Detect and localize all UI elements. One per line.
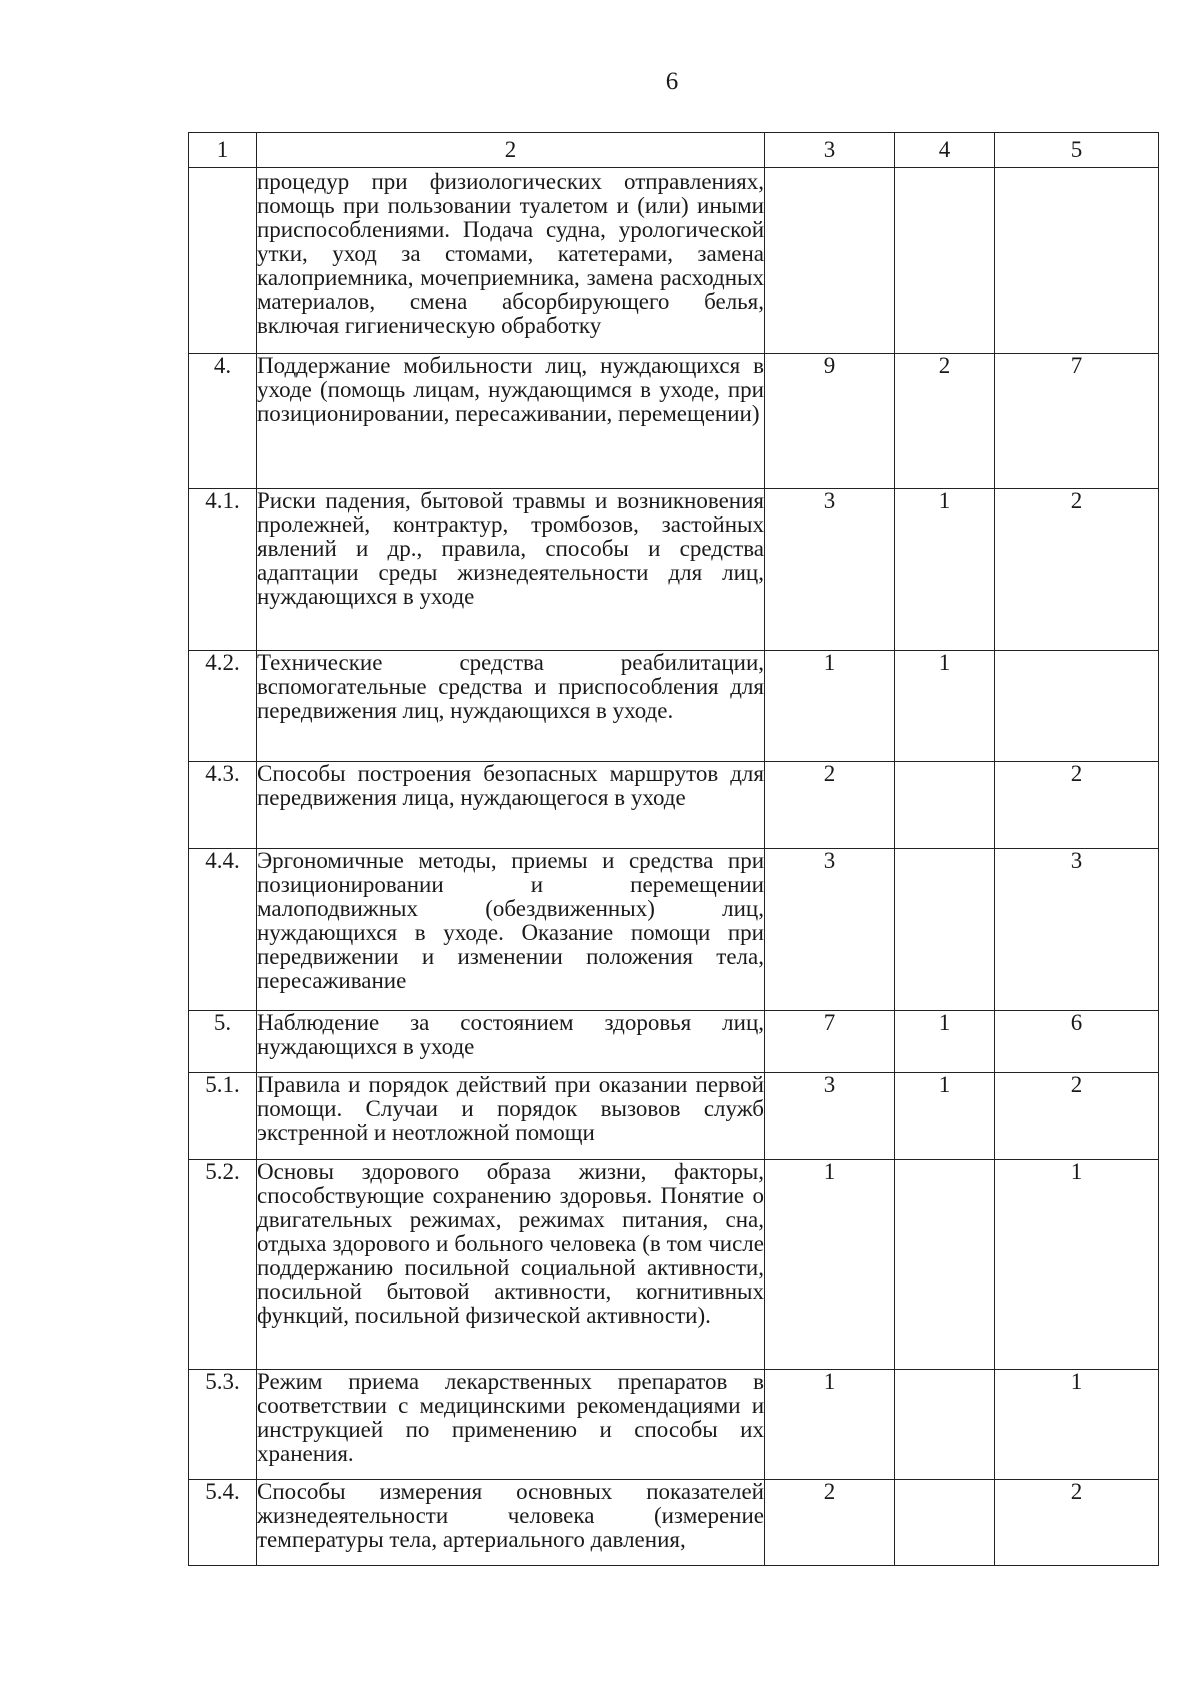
row-topic: Эргономичные методы, приемы и средства при позиционировании и перемещении малоподвижных (обездвиженных) лиц, нуждающихся в уходе. Оказание помощи при передвижении и изменении положения тела, пересаживание — [257, 849, 765, 1011]
row-total-hours: 2 — [765, 762, 895, 849]
row-practice-hours: 3 — [995, 849, 1159, 1011]
row-total-hours — [765, 168, 895, 354]
row-theory-hours: 1 — [895, 651, 995, 762]
row-theory-hours — [895, 1480, 995, 1566]
row-total-hours: 7 — [765, 1011, 895, 1073]
header-cell-4: 4 — [895, 133, 995, 168]
row-topic: Правила и порядок действий при оказании первой помощи. Случаи и порядок вызовов служб экстренной и неотложной помощи — [257, 1073, 765, 1160]
table-row — [189, 762, 1159, 849]
table-header-row — [189, 133, 1159, 168]
row-theory-hours: 2 — [895, 354, 995, 489]
row-topic: Технические средства реабилитации, вспомогательные средства и приспособления для передвижения лиц, нуждающихся в уходе. — [257, 651, 765, 762]
row-number: 4.2. — [189, 651, 257, 762]
row-practice-hours: 2 — [995, 762, 1159, 849]
row-number: 4.1. — [189, 489, 257, 651]
row-practice-hours: 2 — [995, 1073, 1159, 1160]
table-row — [189, 1480, 1159, 1566]
row-theory-hours — [895, 1370, 995, 1480]
row-practice-hours: 7 — [995, 354, 1159, 489]
row-total-hours: 9 — [765, 354, 895, 489]
row-total-hours: 1 — [765, 651, 895, 762]
row-number: 5.3. — [189, 1370, 257, 1480]
row-total-hours: 1 — [765, 1370, 895, 1480]
row-number: 4.4. — [189, 849, 257, 1011]
row-topic: Основы здорового образа жизни, факторы, способствующие сохранению здоровья. Понятие о двигательных режимах, режимах питания, сна, отдыха здорового и больного человека (в том числе поддержанию посильной социальной активности, посильной бытовой активности, когнитивных функций, посильной физической активности). — [257, 1160, 765, 1370]
table-row — [189, 1011, 1159, 1073]
table-row — [189, 849, 1159, 1011]
row-practice-hours: 6 — [995, 1011, 1159, 1073]
table-row — [189, 1370, 1159, 1480]
row-total-hours: 3 — [765, 1073, 895, 1160]
row-topic: Способы измерения основных показателей жизнедеятельности человека (измерение температуры тела, артериального давления, — [257, 1480, 765, 1566]
row-number: 5. — [189, 1011, 257, 1073]
row-number: 4. — [189, 354, 257, 489]
table-row — [189, 1073, 1159, 1160]
row-practice-hours: 1 — [995, 1160, 1159, 1370]
row-practice-hours: 2 — [995, 1480, 1159, 1566]
row-topic: Режим приема лекарственных препаратов в соответствии с медицинскими рекомендациями и инструкцией по применению и способы их хранения. — [257, 1370, 765, 1480]
table-row — [189, 354, 1159, 489]
page-number: 6 — [665, 68, 679, 95]
row-number: 5.4. — [189, 1480, 257, 1566]
row-topic: Способы построения безопасных маршрутов для передвижения лица, нуждающегося в уходе — [257, 762, 765, 849]
header-cell-3: 3 — [765, 133, 895, 168]
table-row — [189, 1160, 1159, 1370]
header-cell-5: 5 — [995, 133, 1159, 168]
table-row — [189, 489, 1159, 651]
row-theory-hours — [895, 168, 995, 354]
row-practice-hours — [995, 651, 1159, 762]
row-total-hours: 3 — [765, 849, 895, 1011]
row-total-hours: 1 — [765, 1160, 895, 1370]
table-row — [189, 651, 1159, 762]
table-row — [189, 168, 1159, 354]
row-number: 5.2. — [189, 1160, 257, 1370]
row-total-hours: 2 — [765, 1480, 895, 1566]
row-practice-hours: 2 — [995, 489, 1159, 651]
row-total-hours: 3 — [765, 489, 895, 651]
row-topic: Поддержание мобильности лиц, нуждающихся в уходе (помощь лицам, нуждающимся в уходе, при позиционировании, пересаживании, перемещении) — [257, 354, 765, 489]
header-cell-2: 2 — [257, 133, 765, 168]
row-theory-hours — [895, 849, 995, 1011]
row-theory-hours: 1 — [895, 1011, 995, 1073]
curriculum-table — [188, 132, 1159, 1566]
row-theory-hours — [895, 1160, 995, 1370]
row-theory-hours: 1 — [895, 489, 995, 651]
row-theory-hours — [895, 762, 995, 849]
header-cell-1: 1 — [189, 133, 257, 168]
row-topic: Наблюдение за состоянием здоровья лиц, нуждающихся в уходе — [257, 1011, 765, 1073]
row-topic: Риски падения, бытовой травмы и возникновения пролежней, контрактур, тромбозов, застойных явлений и др., правила, способы и средства адаптации среды жизнедеятельности для лиц, нуждающихся в уходе — [257, 489, 765, 651]
row-number: 4.3. — [189, 762, 257, 849]
row-theory-hours: 1 — [895, 1073, 995, 1160]
row-number: 5.1. — [189, 1073, 257, 1160]
row-number — [189, 168, 257, 354]
row-topic: процедур при физиологических отправлениях, помощь при пользовании туалетом и (или) иными приспособлениями. Подача судна, урологической утки, уход за стомами, катетерами, замена калоприемника, мочеприемника, замена расходных материалов, смена абсорбирующего белья, включая гигиеническую обработку — [257, 168, 765, 354]
row-practice-hours — [995, 168, 1159, 354]
row-practice-hours: 1 — [995, 1370, 1159, 1480]
